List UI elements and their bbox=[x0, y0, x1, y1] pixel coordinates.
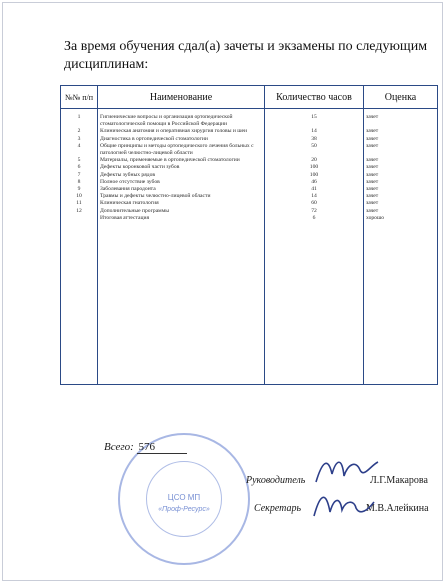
table-row bbox=[61, 200, 438, 207]
row-hours: 72 bbox=[265, 208, 364, 215]
row-discipline: Клиническая анатомия и оперативная хирургия головы и шеи bbox=[98, 128, 265, 135]
director-signature bbox=[312, 452, 382, 488]
row-grade: зачет bbox=[364, 128, 438, 135]
row-number: 1 bbox=[61, 109, 98, 129]
row-number bbox=[61, 215, 98, 222]
row-discipline: Дефекты коронковой части зубов bbox=[98, 164, 265, 171]
row-number: 8 bbox=[61, 179, 98, 186]
row-grade: зачет bbox=[364, 208, 438, 215]
row-number: 6 bbox=[61, 164, 98, 171]
row-hours: 6 bbox=[265, 215, 364, 222]
table-row bbox=[61, 172, 438, 179]
row-hours: 41 bbox=[265, 186, 364, 193]
row-grade: зачет bbox=[364, 136, 438, 143]
page-heading: За время обучения сдал(а) зачеты и экзамены по следующим дисциплинам: bbox=[64, 39, 428, 72]
stamp-org-text: «Проф-Ресурс» bbox=[158, 506, 210, 513]
secretary-name: М.В.Алейкина bbox=[366, 503, 429, 514]
disciplines-table bbox=[60, 85, 438, 385]
table-row bbox=[61, 109, 438, 129]
row-discipline: Травмы и дефекты челюстно-лицевой области bbox=[98, 193, 265, 200]
table-row bbox=[61, 193, 438, 200]
director-name: Л.Г.Макарова bbox=[370, 475, 428, 486]
row-grade: зачет bbox=[364, 193, 438, 200]
row-hours: 14 bbox=[265, 128, 364, 135]
row-hours: 100 bbox=[265, 164, 364, 171]
secretary-signature bbox=[308, 488, 378, 522]
total-value: 576 bbox=[137, 441, 187, 454]
row-discipline: Клиническая гнатология bbox=[98, 200, 265, 207]
row-hours: 15 bbox=[265, 109, 364, 129]
row-number: 3 bbox=[61, 136, 98, 143]
row-discipline: Материалы, применяемые в ортопедической стоматологии bbox=[98, 157, 265, 164]
row-hours: 14 bbox=[265, 193, 364, 200]
row-grade: зачет bbox=[364, 143, 438, 157]
row-discipline: Итоговая аттестация bbox=[98, 215, 265, 222]
row-discipline: Дополнительные программы bbox=[98, 208, 265, 215]
table-row-final-attestation bbox=[61, 215, 438, 222]
row-grade: зачет bbox=[364, 172, 438, 179]
secretary-signature-line bbox=[254, 503, 429, 514]
row-hours: 20 bbox=[265, 157, 364, 164]
row-hours: 100 bbox=[265, 172, 364, 179]
header-number: №№ п/п bbox=[61, 86, 98, 109]
table-empty-space bbox=[61, 222, 438, 385]
total-label: Всего: bbox=[104, 441, 134, 453]
row-discipline: Заболевания пародонта bbox=[98, 186, 265, 193]
table-row bbox=[61, 143, 438, 157]
row-discipline: Дефекты зубных рядов bbox=[98, 172, 265, 179]
director-signature-line bbox=[246, 475, 428, 486]
row-number: 4 bbox=[61, 143, 98, 157]
table-row bbox=[61, 128, 438, 135]
table-header-row bbox=[61, 86, 438, 109]
row-grade: зачет bbox=[364, 200, 438, 207]
row-discipline: Диагностика в ортопедической стоматологии bbox=[98, 136, 265, 143]
row-hours: 38 bbox=[265, 136, 364, 143]
row-grade: зачет bbox=[364, 179, 438, 186]
table-row bbox=[61, 164, 438, 171]
row-number: 9 bbox=[61, 186, 98, 193]
table-row bbox=[61, 208, 438, 215]
table-row bbox=[61, 179, 438, 186]
row-number: 7 bbox=[61, 172, 98, 179]
row-discipline: Общие принципы и методы ортопедического лечения больных с патологией челюстно-лицевой области bbox=[98, 143, 265, 157]
row-hours: 50 bbox=[265, 143, 364, 157]
header-name: Наименование bbox=[98, 86, 265, 109]
row-discipline: Полное отсутствие зубов bbox=[98, 179, 265, 186]
director-role: Руководитель bbox=[246, 475, 306, 486]
secretary-role: Секретарь bbox=[254, 503, 302, 514]
row-hours: 60 bbox=[265, 200, 364, 207]
row-grade: хорошо bbox=[364, 215, 438, 222]
row-grade: зачет bbox=[364, 109, 438, 129]
header-grade: Оценка bbox=[364, 86, 438, 109]
total-hours bbox=[104, 441, 187, 454]
row-number: 5 bbox=[61, 157, 98, 164]
row-number: 11 bbox=[61, 200, 98, 207]
row-number: 2 bbox=[61, 128, 98, 135]
row-discipline: Гигиенические вопросы и организация ортопедической стоматологической помощи в Российской Федерации bbox=[98, 109, 265, 129]
row-grade: зачет bbox=[364, 164, 438, 171]
stamp-center-text: ЦСО МП bbox=[167, 493, 201, 502]
row-grade: зачет bbox=[364, 186, 438, 193]
header-hours: Количество часов bbox=[265, 86, 364, 109]
row-number: 10 bbox=[61, 193, 98, 200]
row-grade: зачет bbox=[364, 157, 438, 164]
row-number: 12 bbox=[61, 208, 98, 215]
table-row bbox=[61, 136, 438, 143]
row-hours: 46 bbox=[265, 179, 364, 186]
